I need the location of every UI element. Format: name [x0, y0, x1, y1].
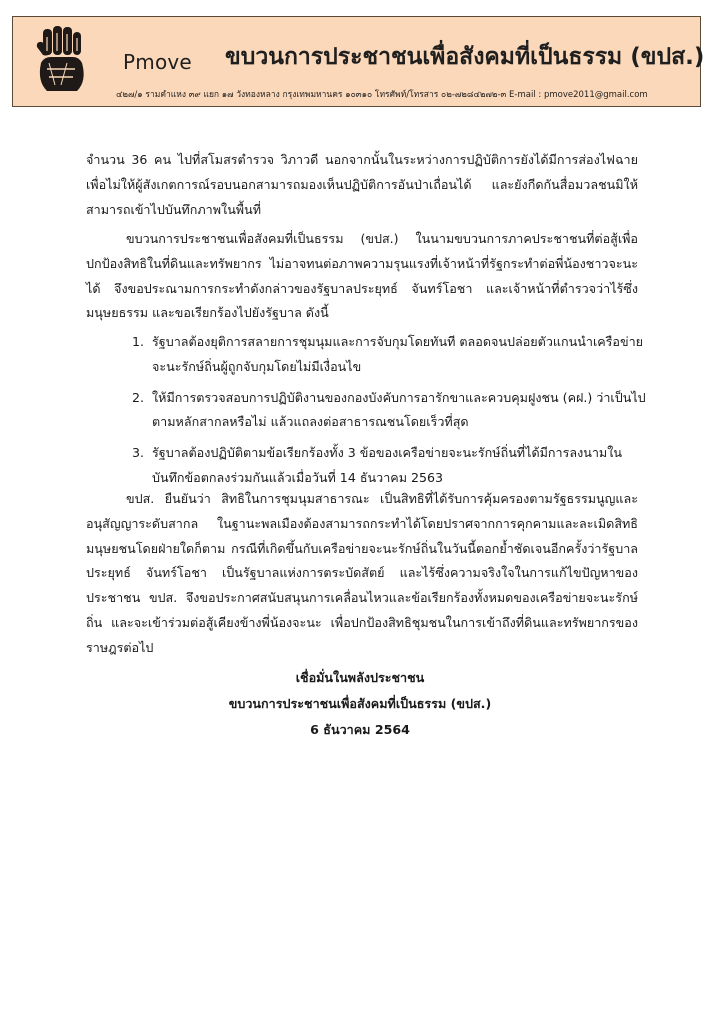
org-address: ๔๒๗/๑ รามคำแหง ๓๙ แยก ๑๗ วังทองหลาง กรุงเทพมหานคร ๑๐๓๑๐ โทรศัพท์/โทรสาร ๐๒-๗๒๘๔๒๗๒-๓ E-mail : pmove2011@gmail.com	[116, 90, 648, 100]
paragraph-1: จำนวน 36 คน ไปที่สโมสรตำรวจ วิภาวดี นอกจากนั้นในระหว่างการปฏิบัติการยังได้มีการส่องไฟฉายเพื่อไม่ให้ผู้สังเกตการณ์รอบนอกสามารถมองเห็นปฏิบัติการอันป่าเถื่อนได้ และยังกีดกันสื่อมวลชนมิให้สามารถเข้าไปบันทึกภาพในพื้นที่	[86, 152, 638, 217]
org-title: ขบวนการประชาชนเพื่อสังคมที่เป็นธรรม (ขปส.)	[225, 44, 705, 70]
list-item	[86, 330, 646, 380]
list-item	[86, 441, 646, 491]
closing-date: 6 ธันวาคม 2564	[310, 722, 410, 737]
list-number: 1.	[132, 334, 145, 349]
letterhead	[12, 16, 705, 107]
paragraph-3: ขปส. ยืนยันว่า สิทธิในการชุมนุมสาธารณะ เป็นสิทธิที่ได้รับการคุ้มครองตามรัฐธรรมนูญและอนุสัญญาระดับสากล ในฐานะพลเมืองต้องสามารถกระทำได้โดยปราศจากการคุกคามและละเมิดสิทธิมนุษยชนโดยฝ่ายใดก็ตาม กรณีที่เกิดขึ้นกับเครือข่ายจะนะรักษ์ถิ่นในวันนี้ตอกย้ำชัดเจนอีกครั้งว่ารัฐบาลประยุทธ์ จันทร์โอชา เป็นรัฐบาลแห่งการตระบัดสัตย์ และไร้ซึ่งความจริงใจในการแก้ไขปัญหาของประชาชน ขปส. จึงขอประกาศสนับสนุนการเคลื่อนไหวและข้อเรียกร้องทั้งหมดของเครือข่ายจะนะรักษ์ถิ่น และจะเข้าร่วมต่อสู้เคียงข้างพี่น้องจะนะ เพื่อปกป้องสิทธิชุมชนในการเข้าถึงที่ดินและทรัพยากรของราษฎรต่อไป	[86, 491, 638, 655]
raised-fist-logo	[27, 23, 95, 95]
list-item-text: รัฐบาลต้องปฏิบัติตามข้อเรียกร้องทั้ง 3 ข้อของเครือข่ายจะนะรักษ์ถิ่นที่ได้มีการลงนามในบันทึกข้อตกลงร่วมกันแล้วเมื่อวันที่ 14 ธันวาคม 2563	[152, 445, 622, 485]
list-item	[86, 386, 646, 436]
list-item-text: ให้มีการตรวจสอบการปฏิบัติงานของกองบังคับการอารักขาและควบคุมฝูงชน (คฝ.) ว่าเป็นไปตามหลักสากลหรือไม่ แล้วแถลงต่อสาธารณชนโดยเร็วที่สุด	[152, 389, 646, 430]
demands-list	[86, 330, 646, 497]
closing-signatory: ขบวนการประชาชนเพื่อสังคมที่เป็นธรรม (ขปส.)	[228, 696, 492, 711]
paragraph-2: ขบวนการประชาชนเพื่อสังคมที่เป็นธรรม (ขปส.) ในนามขบวนการภาคประชาชนที่ต่อสู้เพื่อปกป้องสิทธิในที่ดินและทรัพยากร ไม่อาจทนต่อภาพความรุนแรงที่เจ้าหน้าที่รัฐกระทำต่อพี่น้องชาวจะนะได้ จึงขอประณามการกระทำดังกล่าวของรัฐบาลประยุทธ์ จันทร์โอชา และเจ้าหน้าที่ตำรวจว่าไร้ซึ่งมนุษยธรรม และขอเรียกร้องไปยังรัฐบาล ดังนี้	[86, 231, 638, 321]
org-abbreviation: Pmove	[123, 50, 192, 74]
closing-slogan: เชื่อมั่นในพลังประชาชน	[295, 670, 425, 685]
list-item-text: รัฐบาลต้องยุติการสลายการชุมนุมและการจับกุมโดยทันที ตลอดจนปล่อยตัวแกนนำเครือข่ายจะนะรักษ์ถิ่นผู้ถูกจับกุมโดยไม่มีเงื่อนไข	[152, 334, 644, 374]
list-number: 3.	[132, 445, 145, 461]
list-number: 2.	[132, 389, 145, 405]
